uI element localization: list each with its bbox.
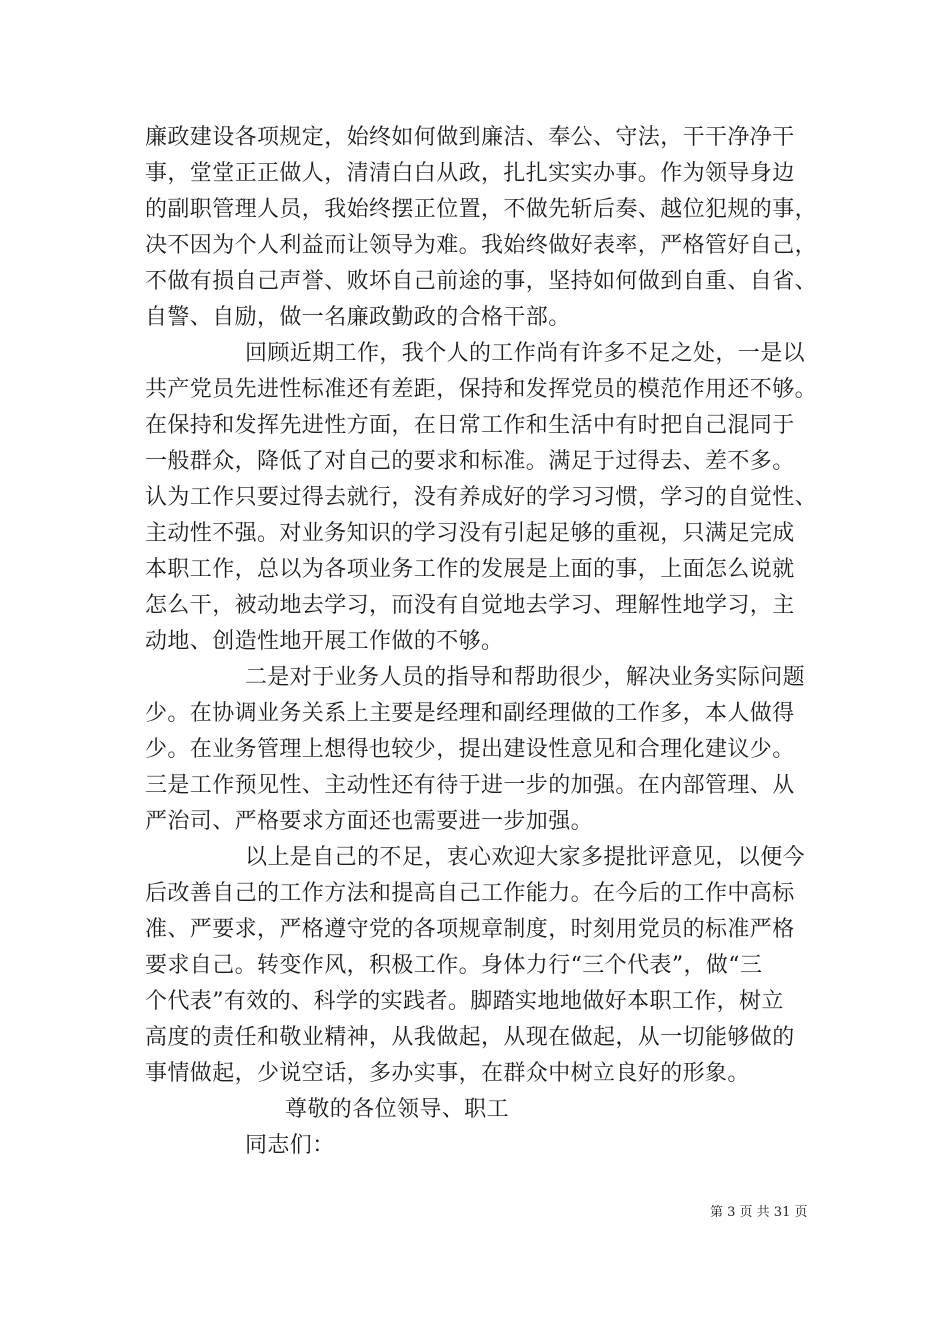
text-line: 动地、创造性地开展工作做的不够。 <box>145 629 504 654</box>
text-line: 准、严要求，严格遵守党的各项规章制度，时刻用党员的标准严格 <box>145 917 795 942</box>
salutation-line: 尊敬的各位领导、职工 <box>285 1097 510 1122</box>
text-line: 的副职管理人员，我始终摆正位置，不做先斩后奏、越位犯规的事， <box>145 197 818 222</box>
text-line: 少。在业务管理上想得也较少，提出建设性意见和合理化建议少。 <box>145 737 795 762</box>
text-line: 认为工作只要过得去就行，没有养成好的学习习惯，学习的自觉性、 <box>145 485 818 510</box>
text-line: 自警、自励，做一名廉政勤政的合格干部。 <box>145 305 571 330</box>
text-line: 要求自己。转变作风，积极工作。身体力行“三个代表”，做“三 <box>145 953 763 978</box>
text-line: 不做有损自己声誉、败坏自己前途的事，坚持如何做到自重、自省、 <box>145 269 818 294</box>
page-number-footer: 第 3 页 共 31 页 <box>710 1205 808 1220</box>
text-line: 共产党员先进性标准还有差距，保持和发挥党员的模范作用还不够。 <box>145 377 818 402</box>
text-line: 个代表”有效的、科学的实践者。脚踏实地地做好本职工作，树立 <box>145 989 784 1014</box>
text-line: 决不因为个人利益而让领导为难。我始终做好表率，严格管好自己， <box>145 233 818 258</box>
text-line: 在保持和发挥先进性方面，在日常工作和生活中有时把自己混同于 <box>145 413 795 438</box>
text-line: 三是工作预见性、主动性还有待于进一步的加强。在内部管理、从 <box>145 773 795 798</box>
text-line: 后改善自己的工作方法和提高自己工作能力。在今后的工作中高标 <box>145 881 795 906</box>
text-line: 严治司、严格要求方面还也需要进一步加强。 <box>145 809 594 834</box>
text-line: 廉政建设各项规定，始终如何做到廉洁、奉公、守法，干干净净干 <box>145 125 795 150</box>
text-line: 高度的责任和敬业精神，从我做起，从现在做起，从一切能够做的 <box>145 1025 795 1050</box>
salutation-line: 同志们： <box>245 1133 335 1158</box>
text-line: 主动性不强。对业务知识的学习没有引起足够的重视，只满足完成 <box>145 521 795 546</box>
text-line: 一般群众，降低了对自己的要求和标准。满足于过得去、差不多。 <box>145 449 795 474</box>
paragraph-start-line: 回顾近期工作，我个人的工作尚有许多不足之处，一是以 <box>245 341 806 366</box>
paragraph-start-line: 二是对于业务人员的指导和帮助很少，解决业务实际问题 <box>245 665 806 690</box>
text-line: 怎么干，被动地去学习，而没有自觉地去学习、理解性地学习，主 <box>145 593 795 618</box>
text-line: 事情做起，少说空话，多办实事，在群众中树立良好的形象。 <box>145 1061 750 1086</box>
paragraph-start-line: 以上是自己的不足，衷心欢迎大家多提批评意见，以便今 <box>245 845 806 870</box>
text-line: 事，堂堂正正做人，清清白白从政，扎扎实实办事。作为领导身边 <box>145 161 795 186</box>
text-line: 少。在协调业务关系上主要是经理和副经理做的工作多，本人做得 <box>145 701 795 726</box>
text-line: 本职工作，总以为各项业务工作的发展是上面的事，上面怎么说就 <box>145 557 795 582</box>
